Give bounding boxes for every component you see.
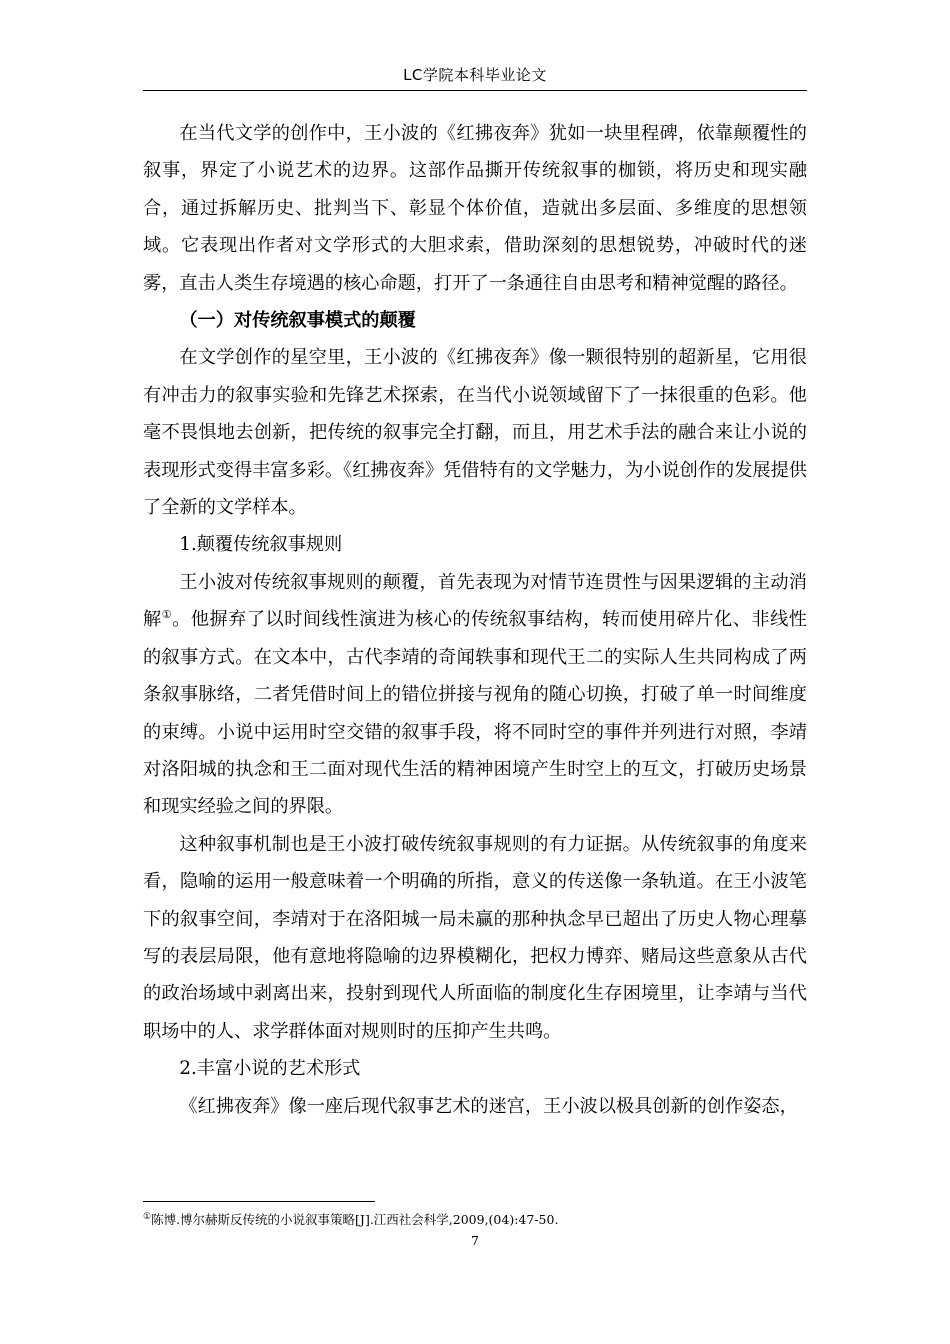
footnote — [143, 1212, 807, 1228]
subsection-heading-1: 1.颠覆传统叙事规则 — [179, 534, 343, 556]
footnote-rule — [143, 1201, 375, 1202]
subsection-heading-2: 2.丰富小说的艺术形式 — [179, 1058, 361, 1080]
footnote-text: 陈博.博尔赫斯反传统的小说叙事策略[J].江西社会科学,2009,(04):47-50. — [151, 1212, 559, 1227]
footnote-reference[interactable]: ① — [161, 608, 173, 622]
subsection-2-paragraph-1: 《红拂夜奔》像一座后现代叙事艺术的迷宫，王小波以极具创新的创作姿态， — [179, 1095, 798, 1117]
header-rule — [143, 90, 807, 91]
body-text — [143, 115, 807, 1125]
running-header: LC学院本科毕业论文 — [403, 66, 547, 84]
subsection-1-paragraph-2: 这种叙事机制也是王小波打破传统叙事规则的有力证据。从传统叙事的角度来看，隐喻的运用一般意味着一个明确的所指，意义的传送像一条轨道。在王小波笔下的叙事空间，李靖对于在洛阳城一局未赢的那种执念早已超出了历史人物心理摹写的表层局限，他有意地将隐喻的边界模糊化，把权力博弈、赌局这些意象从古代的政治场域中剥离出来，投射到现代人所面临的制度化生存困境里，让李靖与当代职场中的人、求学群体面对规则时的压抑产生共鸣。 — [143, 833, 807, 1042]
section-paragraph: 在文学创作的星空里，王小波的《红拂夜奔》像一颗很特别的超新星，它用很有冲击力的叙事实验和先锋艺术探索，在当代小说领域留下了一抹很重的色彩。他毫不畏惧地去创新，把传统的叙事完全打翻，而且，用艺术手法的融合来让小说的表现形式变得丰富多彩。《红拂夜奔》凭借特有的文学魅力，为小说创作的发展提供了全新的文学样本。 — [143, 347, 807, 519]
paragraph-text-part-a: 王小波对传统叙事规则的颠覆，首先表现为对情节连贯性与因果逻辑的主动消解 — [143, 571, 807, 631]
footnote-mark: ① — [143, 1211, 152, 1222]
paragraph-text-part-b: 。他摒弃了以时间线性演进为核心的传统叙事结构，转而使用碎片化、非线性的叙事方式。在文本中，古代李靖的奇闻轶事和现代王二的实际人生共同构成了两条叙事脉络，二者凭借时间上的错位拼接与视角的随心切换，打破了单一时间维度的束缚。小说中运用时空交错的叙事手段，将不同时空的事件并列进行对照，李靖对洛阳城的执念和王二面对现代生活的精神困境产生时空上的互文，打破历史场景和现实经验之间的界限。 — [143, 609, 807, 818]
intro-paragraph: 在当代文学的创作中，王小波的《红拂夜奔》犹如一块里程碑，依靠颠覆性的叙事，界定了小说艺术的边界。这部作品撕开传统叙事的枷锁，将历史和现实融合，通过拆解历史、批判当下、彰显个体价值，造就出多层面、多维度的思想领域。它表现出作者对文学形式的大胆求索，借助深刻的思想锐势，冲破时代的迷雾，直击人类生存境遇的核心命题，打开了一条通往自由思考和精神觉醒的路径。 — [143, 123, 807, 294]
section-heading: （一）对传统叙事模式的颠覆 — [179, 310, 416, 332]
subsection-1-paragraph-1 — [143, 564, 807, 826]
page-number: 7 — [471, 1233, 479, 1248]
